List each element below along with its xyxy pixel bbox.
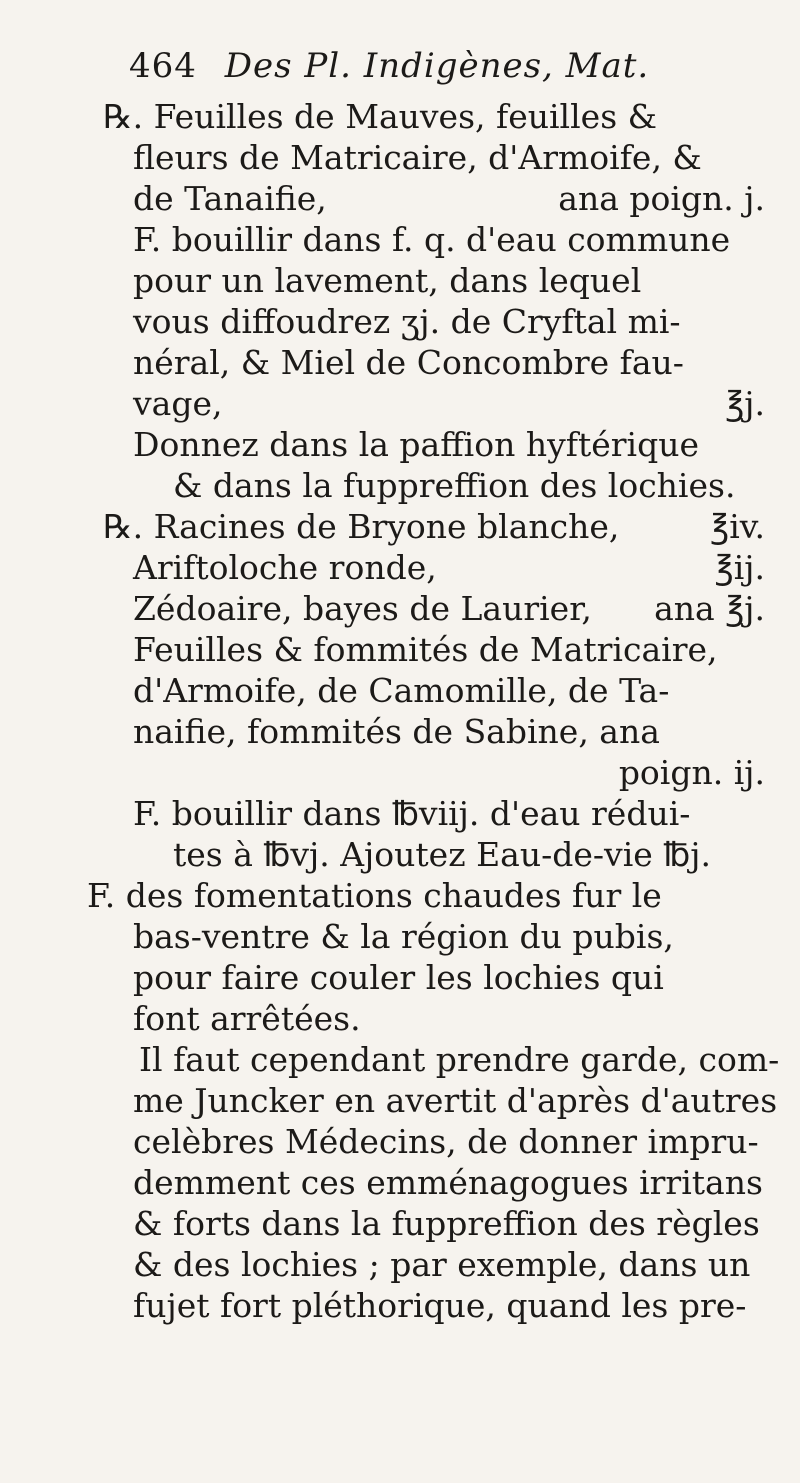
text-line <box>133 137 765 178</box>
line-text: bas-ventre & la région du pubis, <box>133 917 674 956</box>
page-number: 464 <box>129 46 197 86</box>
text-line <box>133 465 765 506</box>
line-text: font arrêtées. <box>133 999 361 1038</box>
line-text: de Tanaifie, <box>133 179 327 218</box>
line-quantity: poign. ij. <box>618 753 765 792</box>
text-line <box>133 383 765 424</box>
line-text: Donnez dans la paffion hyftérique <box>133 425 699 464</box>
text-line <box>133 957 765 998</box>
text-line <box>133 1244 765 1285</box>
line-text: fleurs de Matricaire, d'Armoife, & <box>133 138 702 177</box>
line-text: ℞. Racines de Bryone blanche, <box>103 507 620 546</box>
line-text: naifie, fommités de Sabine, ana <box>133 712 660 751</box>
line-text: néral, & Miel de Concombre fau- <box>133 343 684 382</box>
line-quantity: ℥iv. <box>710 507 765 546</box>
text-line <box>133 793 765 834</box>
line-text: pour faire couler les lochies qui <box>133 958 664 997</box>
text-line <box>133 342 765 383</box>
line-text: ℞. Feuilles de Mauves, feuilles & <box>103 97 657 136</box>
text-line <box>133 1203 765 1244</box>
text-line <box>133 424 765 465</box>
text-line <box>133 670 765 711</box>
text-line <box>133 178 765 219</box>
line-text: celèbres Médecins, de donner impru- <box>133 1122 759 1161</box>
text-line <box>133 1121 765 1162</box>
text-line <box>133 916 765 957</box>
line-text: & des lochies ; par exemple, dans un <box>133 1245 751 1284</box>
line-text: d'Armoife, de Camomille, de Ta- <box>133 671 670 710</box>
line-text: F. des fomentations chaudes fur le <box>87 876 662 915</box>
line-text: F. bouillir dans ℔viij. d'eau rédui- <box>133 794 691 833</box>
line-text: F. bouillir dans f. q. d'eau commune <box>133 220 731 259</box>
text-line <box>103 96 765 137</box>
text-line <box>133 629 765 670</box>
line-text: Il faut cependant prendre garde, com- <box>139 1040 780 1079</box>
text-line <box>133 301 765 342</box>
page-header <box>129 46 760 96</box>
line-text: fujet fort pléthorique, quand les pre- <box>133 1286 747 1325</box>
text-line <box>133 752 765 793</box>
line-text: vous diffoudrez ʒj. de Cryftal mi- <box>133 302 681 341</box>
text-line <box>133 588 765 629</box>
text-line <box>133 1162 765 1203</box>
body-text <box>87 96 780 1326</box>
text-line <box>133 1285 765 1326</box>
line-text: & dans la fuppreffion des lochies. <box>173 466 736 505</box>
line-quantity: ana poign. j. <box>558 179 765 218</box>
text-line <box>133 260 765 301</box>
line-quantity: ℥ij. <box>714 548 765 587</box>
text-line <box>133 219 765 260</box>
text-line <box>133 998 765 1039</box>
text-line <box>133 834 765 875</box>
line-text: me Juncker en avertit d'après d'autres <box>133 1081 778 1120</box>
text-line <box>103 506 765 547</box>
line-quantity: ℥j. <box>725 384 765 423</box>
line-text: Ariftoloche ronde, <box>133 548 437 587</box>
line-text: Feuilles & fommités de Matricaire, <box>133 630 718 669</box>
text-line <box>133 711 765 752</box>
line-text: vage, <box>133 384 223 423</box>
text-line <box>133 1039 780 1080</box>
line-text: & forts dans la fuppreffion des règles <box>133 1204 760 1243</box>
line-text: Zédoaire, bayes de Laurier, <box>133 589 592 628</box>
running-title: Des Pl. Indigènes, Mat. <box>224 46 650 86</box>
text-line <box>133 547 765 588</box>
line-text: tes à ℔vj. Ajoutez Eau-de-vie ℔j. <box>173 835 711 874</box>
line-text: pour un lavement, dans lequel <box>133 261 642 300</box>
text-line <box>133 1080 778 1121</box>
line-quantity: ana ℥j. <box>654 589 765 628</box>
line-text: demment ces emménagogues irritans <box>133 1163 763 1202</box>
text-line <box>87 875 765 916</box>
